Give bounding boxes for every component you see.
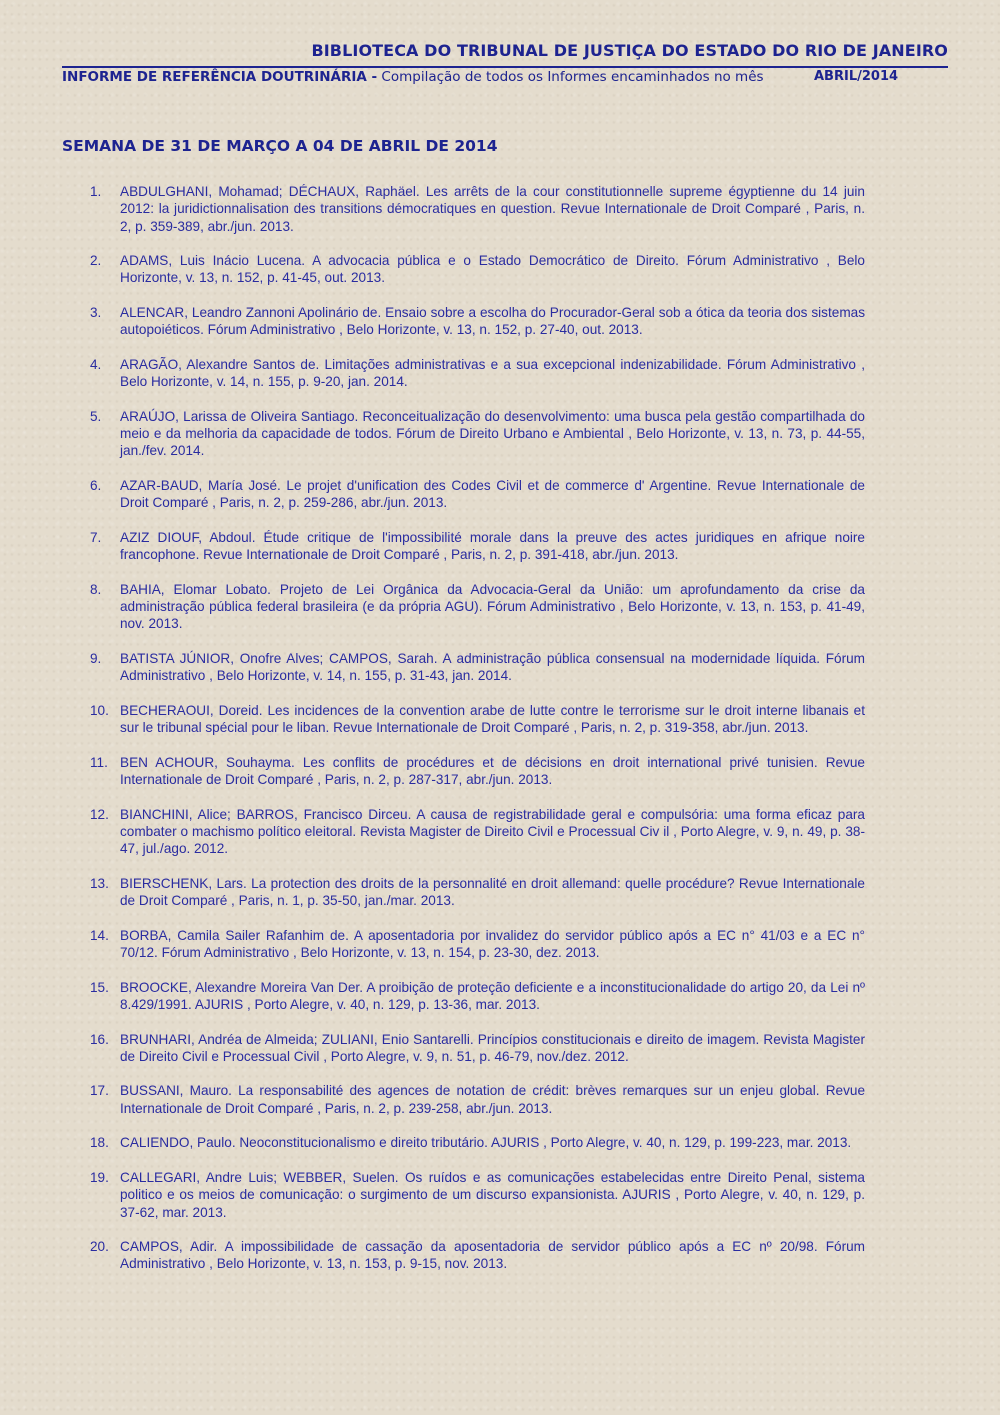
reference-number: 16. bbox=[90, 1031, 109, 1047]
reference-item bbox=[90, 1134, 865, 1151]
reference-number: 6. bbox=[90, 478, 102, 494]
reference-number: 8. bbox=[90, 581, 102, 597]
reference-item bbox=[90, 477, 865, 512]
reference-item bbox=[90, 529, 865, 564]
reference-number: 4. bbox=[90, 356, 102, 372]
reference-number: 15. bbox=[90, 979, 109, 995]
reference-citation: BEN ACHOUR, Souhayma. Les conflits de procédures et de décisions en droit international privé tunisien. Revue Internationale de Droit Comparé , Paris, n. 2, p. 287-317, abr./jun. 2013. bbox=[120, 754, 865, 788]
reference-number: 11. bbox=[90, 754, 108, 770]
reference-citation: BIERSCHENK, Lars. La protection des droits de la personnalité en droit allemand: quelle procédure? Revue Internationale de Droit Comparé , Paris, n. 1, p. 35-50, jan./mar. 2013. bbox=[120, 875, 865, 909]
reference-number: 7. bbox=[90, 529, 102, 545]
reference-item bbox=[90, 754, 865, 789]
reference-item bbox=[90, 581, 865, 633]
reference-citation: ABDULGHANI, Mohamad; DÉCHAUX, Raphäel. Les arrêts de la cour constitutionnelle supreme égyptienne du 14 juin 2012: la juridictionnalisation des transitions démocratiques en question. Revue Internationale de Droit Comparé , Paris, n. 2, p. 359-389, abr./jun. 2013. bbox=[120, 184, 865, 234]
reference-number: 17. bbox=[90, 1083, 109, 1099]
reference-number: 5. bbox=[90, 408, 102, 424]
reference-item bbox=[90, 304, 865, 339]
report-description: Compilação de todos os Informes encaminhados no mês bbox=[377, 69, 764, 85]
reference-citation: BROOCKE, Alexandre Moreira Van Der. A proibição de proteção deficiente e a inconstitucionalidade do artigo 20, da Lei nº 8.429/1991. AJURIS , Porto Alegre, v. 40, n. 129, p. 13-36, mar. 2013. bbox=[120, 979, 865, 1012]
reference-item bbox=[90, 1238, 865, 1273]
reference-citation: BRUNHARI, Andréa de Almeida; ZULIANI, Enio Santarelli. Princípios constitucionais e direito de imagem. Revista Magister de Direito Civil e Processual Civil , Porto Alegre, v. 9, n. 51, p. 46-79, nov./dez. 2012. bbox=[120, 1031, 865, 1064]
reference-item bbox=[90, 1169, 865, 1221]
reference-citation: BUSSANI, Mauro. La responsabilité des agences de notation de crédit: brèves remarques sur un enjeu global. Revue Internationale de Droit Comparé , Paris, n. 2, p. 239-258, abr./jun. 2013. bbox=[120, 1083, 865, 1116]
reference-list bbox=[90, 183, 865, 1290]
reference-citation: BIANCHINI, Alice; BARROS, Francisco Dirceu. A causa de registrabilidade geral e compulsória: uma forma eficaz para combater o machismo político eleitoral. Revista Magister de Direito Civil e Processual Civ il , Porto Alegre, v. 9, n. 49, p. 38-47, jul./ago. 2012. bbox=[120, 806, 865, 857]
reference-number: 1. bbox=[90, 184, 102, 199]
reference-citation: BORBA, Camila Sailer Rafanhim de. A aposentadoria por invalidez do servidor público após a EC n° 41/03 e a EC n° 70/12. Fórum Administrativo , Belo Horizonte, v. 13, n. 154, p. 23-30, dez. 2013. bbox=[120, 927, 865, 961]
reference-number: 12. bbox=[90, 806, 109, 822]
reference-item bbox=[90, 806, 865, 858]
reference-citation: BATISTA JÚNIOR, Onofre Alves; CAMPOS, Sarah. A administração pública consensual na modernidade líquida. Fórum Administrativo , Belo Horizonte, v. 14, n. 155, p. 31-43, jan. 2014. bbox=[120, 651, 865, 684]
reference-citation: CAMPOS, Adir. A impossibilidade de cassação da aposentadoria de servidor público após a EC nº 20/98. Fórum Administrativo , Belo Horizonte, v. 13, n. 153, p. 9-15, nov. 2013. bbox=[120, 1239, 865, 1272]
reference-number: 2. bbox=[90, 253, 102, 269]
reference-citation: ARAGÃO, Alexandre Santos de. Limitações administrativas e a sua excepcional indenizabilidade. Fórum Administrativo , Belo Horizonte, v. 14, n. 155, p. 9-20, jan. 2014. bbox=[120, 356, 865, 390]
reference-item bbox=[90, 356, 865, 391]
reference-item bbox=[90, 1031, 865, 1066]
reference-citation: BAHIA, Elomar Lobato. Projeto de Lei Orgânica da Advocacia-Geral da União: um aprofundamento da crise da administração pública federal brasileira (e da própria AGU). Fórum Administrativo , Belo Horizonte, v. 13, n. 153, p. 41-49, nov. 2013. bbox=[120, 581, 865, 632]
reference-item bbox=[90, 875, 865, 910]
report-name: INFORME DE REFERÊNCIA DOUTRINÁRIA - bbox=[62, 69, 378, 85]
reference-item bbox=[90, 702, 865, 737]
reference-item bbox=[90, 408, 865, 460]
reference-number: 20. bbox=[90, 1239, 109, 1255]
reference-number: 13. bbox=[90, 875, 109, 891]
reference-item bbox=[90, 650, 865, 685]
reference-number: 19. bbox=[90, 1169, 109, 1185]
reference-citation: BECHERAOUI, Doreid. Les incidences de la convention arabe de lutte contre le terrorisme sur le droit interne libanais et sur le tribunal spécial pour le liban. Revue Internationale de Droit Comparé , Paris, n. 2, p. 319-358, abr./jun. 2013. bbox=[120, 702, 865, 736]
reference-citation: AZIZ DIOUF, Abdoul. Étude critique de l'impossibilité morale dans la preuve des actes juridiques en afrique noire francophone. Revue Internationale de Droit Comparé , Paris, n. 2, p. 391-418, abr./jun. 2013. bbox=[120, 529, 865, 563]
reference-citation: AZAR-BAUD, María José. Le projet d'unification des Codes Civil et de commerce d' Argentine. Revue Internationale de Droit Comparé , Paris, n. 2, p. 259-286, abr./jun. 2013. bbox=[120, 478, 865, 511]
reference-citation: ARAÚJO, Larissa de Oliveira Santiago. Reconceitualização do desenvolvimento: uma busca pela gestão compartilhada do meio e da melhoria da capacidade de todos. Fórum de Direito Urbano e Ambiental , Belo Horizonte, v. 13, n. 73, p. 44-55, jan./fev. 2014. bbox=[120, 408, 865, 459]
reference-item bbox=[90, 927, 865, 962]
reference-number: 14. bbox=[90, 927, 109, 943]
reference-item bbox=[90, 252, 865, 287]
reference-number: 18. bbox=[90, 1135, 109, 1151]
reference-citation: CALIENDO, Paulo. Neoconstitucionalismo e direito tributário. AJURIS , Porto Alegre, v. 40, n. 129, p. 199-223, mar. 2013. bbox=[120, 1135, 852, 1151]
report-month: ABRIL/2014 bbox=[814, 69, 899, 84]
library-title: BIBLIOTECA DO TRIBUNAL DE JUSTIÇA DO ESTADO DO RIO DE JANEIRO bbox=[311, 41, 948, 60]
report-subtitle bbox=[62, 69, 948, 85]
header-divider bbox=[62, 66, 948, 68]
reference-item bbox=[90, 1082, 865, 1117]
reference-number: 9. bbox=[90, 651, 102, 667]
week-heading: SEMANA DE 31 DE MARÇO A 04 DE ABRIL DE 2014 bbox=[62, 137, 498, 155]
reference-number: 3. bbox=[90, 305, 102, 321]
reference-item bbox=[90, 183, 865, 235]
reference-citation: CALLEGARI, Andre Luis; WEBBER, Suelen. Os ruídos e as comunicações estabelecidas entre Direito Penal, sistema politico e os meios de comunicação: o surgimento de um discurso expansionista. AJURIS , Porto Alegre, v. 40, n. 129, p. 37-62, mar. 2013. bbox=[120, 1169, 865, 1220]
reference-citation: ALENCAR, Leandro Zannoni Apolinário de. Ensaio sobre a escolha do Procurador-Geral sob a ótica da teoria dos sistemas autopoiéticos. Fórum Administrativo , Belo Horizonte, v. 13, n. 152, p. 27-40, out. 2013. bbox=[120, 305, 865, 338]
reference-number: 10. bbox=[90, 702, 109, 718]
reference-item bbox=[90, 979, 865, 1014]
reference-citation: ADAMS, Luis Inácio Lucena. A advocacia pública e o Estado Democrático de Direito. Fórum Administrativo , Belo Horizonte, v. 13, n. 152, p. 41-45, out. 2013. bbox=[120, 253, 865, 286]
